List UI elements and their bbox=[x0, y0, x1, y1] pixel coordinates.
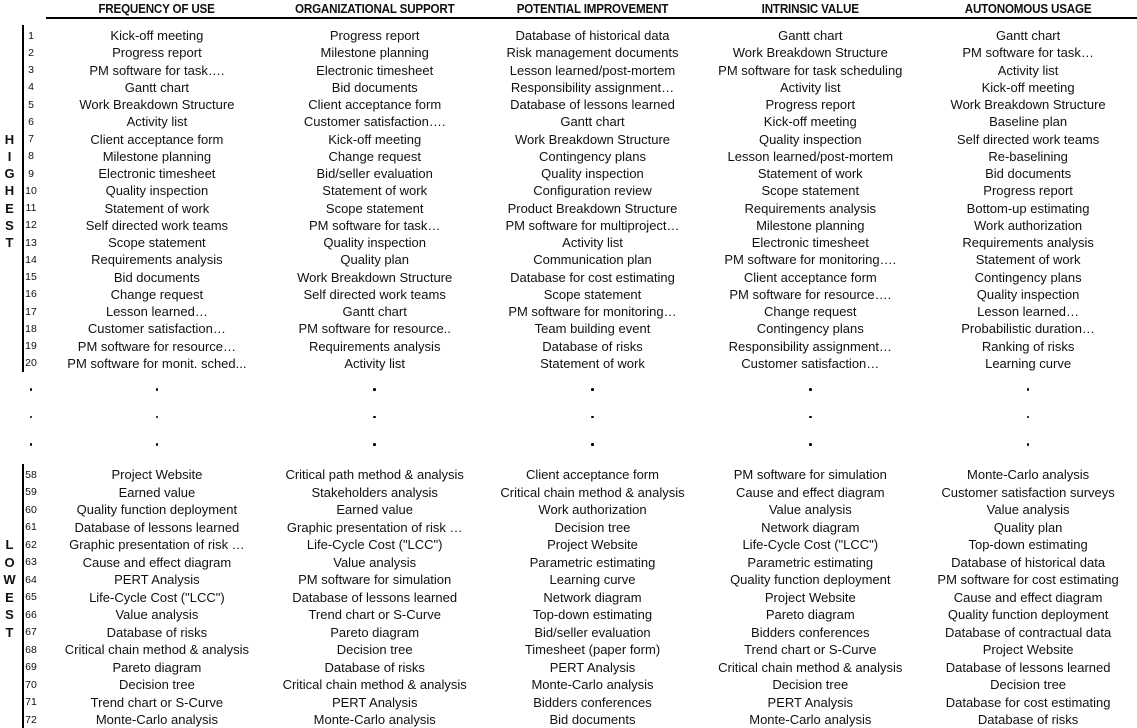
cell-potential-improvement: PM software for multiproject… bbox=[505, 217, 680, 233]
dot bbox=[373, 443, 376, 446]
dot bbox=[373, 388, 376, 391]
cell-autonomous-usage: Cause and effect diagram bbox=[953, 589, 1103, 605]
cell-potential-improvement: Database of risks bbox=[542, 338, 643, 354]
cell-potential-improvement: Risk management documents bbox=[506, 45, 679, 61]
table-row bbox=[0, 711, 1137, 728]
cell-autonomous-usage: Activity list bbox=[997, 62, 1059, 78]
cell-intrinsic-value: Activity list bbox=[779, 79, 841, 95]
cell-autonomous-usage: Learning curve bbox=[985, 355, 1072, 371]
rank-number: 10 bbox=[25, 184, 37, 197]
cell-frequency-of-use: Quality inspection bbox=[105, 183, 209, 199]
table-row bbox=[0, 466, 1137, 484]
rank-number: 59 bbox=[25, 486, 37, 499]
cell-frequency-of-use: Statement of work bbox=[104, 200, 210, 216]
cell-frequency-of-use: Milestone planning bbox=[102, 148, 212, 164]
table-row bbox=[0, 200, 1137, 217]
dot bbox=[591, 416, 594, 419]
cell-intrinsic-value: Responsibility assignment… bbox=[728, 338, 892, 354]
cell-potential-improvement: Bid documents bbox=[549, 712, 636, 728]
rank-number: 69 bbox=[25, 661, 37, 674]
cell-autonomous-usage: Gantt chart bbox=[995, 28, 1061, 44]
cell-organizational-support: Pareto diagram bbox=[330, 624, 420, 640]
rank-number: 4 bbox=[28, 81, 34, 94]
lowest-bracket-line bbox=[22, 464, 24, 728]
cell-autonomous-usage: Self directed work teams bbox=[956, 131, 1100, 147]
cell-organizational-support: Trend chart or S-Curve bbox=[308, 607, 441, 623]
highest-label-letter: T bbox=[5, 235, 14, 250]
cell-autonomous-usage: Project Website bbox=[982, 642, 1074, 658]
rank-number: 66 bbox=[25, 608, 37, 621]
cell-intrinsic-value: Critical chain method & analysis bbox=[718, 659, 903, 675]
dot bbox=[30, 443, 33, 446]
continuation-dots bbox=[484, 372, 702, 464]
cell-frequency-of-use: PM software for monit. sched... bbox=[67, 355, 247, 371]
cell-frequency-of-use: Customer satisfaction… bbox=[87, 321, 226, 337]
cell-intrinsic-value: Trend chart or S-Curve bbox=[744, 642, 877, 658]
rank-number: 63 bbox=[25, 556, 37, 569]
cell-potential-improvement: PERT Analysis bbox=[549, 659, 636, 675]
dot bbox=[156, 443, 159, 446]
cell-potential-improvement: Lesson learned/post-mortem bbox=[509, 62, 676, 78]
rank-number: 68 bbox=[25, 643, 37, 656]
cell-potential-improvement: Responsibility assignment… bbox=[510, 79, 675, 95]
rank-number: 7 bbox=[28, 133, 34, 146]
cell-intrinsic-value: Work Breakdown Structure bbox=[732, 45, 888, 61]
cell-autonomous-usage: Progress report bbox=[983, 183, 1073, 199]
cell-frequency-of-use: PM software for resource… bbox=[77, 338, 236, 354]
cell-intrinsic-value: PM software for resource…. bbox=[729, 286, 892, 302]
cell-potential-improvement: Team building event bbox=[534, 321, 651, 337]
cell-potential-improvement: Work Breakdown Structure bbox=[514, 131, 671, 147]
cell-autonomous-usage: Database of historical data bbox=[951, 554, 1106, 570]
rank-number: 11 bbox=[25, 202, 37, 215]
table-row bbox=[0, 641, 1137, 659]
dot bbox=[809, 416, 812, 419]
cell-potential-improvement: Network diagram bbox=[543, 589, 642, 605]
cell-intrinsic-value: Bidders conferences bbox=[751, 624, 870, 640]
cell-potential-improvement: Quality inspection bbox=[541, 166, 644, 182]
table-row bbox=[0, 501, 1137, 519]
rank-number: 3 bbox=[28, 64, 34, 77]
cell-organizational-support: Database of risks bbox=[324, 659, 425, 675]
cell-intrinsic-value: Parametric estimating bbox=[747, 554, 874, 570]
cell-potential-improvement: Timesheet (paper form) bbox=[524, 642, 661, 658]
cell-potential-improvement: Critical chain method & analysis bbox=[500, 484, 685, 500]
cell-organizational-support: Progress report bbox=[329, 28, 420, 44]
lowest-label-letter: O bbox=[4, 554, 15, 570]
cell-intrinsic-value: PM software for task scheduling bbox=[718, 62, 903, 78]
highest-label-letter: I bbox=[7, 148, 12, 164]
cell-potential-improvement: Database of historical data bbox=[515, 28, 670, 44]
cell-potential-improvement: Database of lessons learned bbox=[510, 97, 675, 113]
lowest-label-letter: E bbox=[5, 589, 14, 605]
table-row bbox=[0, 217, 1137, 234]
dot bbox=[591, 388, 594, 391]
cell-autonomous-usage: Work Breakdown Structure bbox=[950, 97, 1106, 113]
cell-intrinsic-value: Pareto diagram bbox=[765, 607, 855, 623]
cell-organizational-support: Self directed work teams bbox=[303, 286, 446, 302]
table-row bbox=[0, 269, 1137, 286]
cell-organizational-support: PM software for task… bbox=[308, 217, 441, 233]
table-row bbox=[0, 659, 1137, 677]
cell-organizational-support: Activity list bbox=[344, 355, 406, 371]
rank-number: 1 bbox=[28, 29, 34, 42]
cell-potential-improvement: Configuration review bbox=[533, 183, 652, 199]
column-header-label: AUTONOMOUS USAGE bbox=[964, 1, 1092, 16]
cell-intrinsic-value: PM software for monitoring…. bbox=[724, 252, 897, 268]
cell-autonomous-usage: Contingency plans bbox=[974, 269, 1082, 285]
table-row bbox=[0, 554, 1137, 572]
rank-number: 9 bbox=[28, 167, 34, 180]
cell-autonomous-usage: Statement of work bbox=[975, 252, 1081, 268]
cell-intrinsic-value: PERT Analysis bbox=[767, 694, 854, 710]
table-row bbox=[0, 571, 1137, 589]
cell-potential-improvement: Scope statement bbox=[543, 286, 642, 302]
column-header-label: FREQUENCY OF USE bbox=[98, 1, 216, 16]
cell-autonomous-usage: Probabilistic duration… bbox=[961, 321, 1095, 337]
cell-autonomous-usage: PM software for task… bbox=[962, 45, 1094, 61]
cell-intrinsic-value: Scope statement bbox=[761, 183, 860, 199]
cell-autonomous-usage: Kick-off meeting bbox=[981, 79, 1075, 95]
cell-potential-improvement: Database for cost estimating bbox=[510, 269, 675, 285]
cell-organizational-support: Stakeholders analysis bbox=[311, 484, 438, 500]
cell-intrinsic-value: Statement of work bbox=[757, 166, 863, 182]
cell-organizational-support: Life-Cycle Cost ("LCC") bbox=[306, 537, 443, 553]
cell-autonomous-usage: Ranking of risks bbox=[981, 338, 1075, 354]
column-header-label: INTRINSIC VALUE bbox=[761, 1, 859, 16]
cell-autonomous-usage: PM software for cost estimating bbox=[937, 572, 1119, 588]
table-row bbox=[0, 62, 1137, 79]
rank-number: 12 bbox=[25, 219, 37, 232]
cell-intrinsic-value: Cause and effect diagram bbox=[735, 484, 885, 500]
highest-label-letter: G bbox=[4, 166, 15, 181]
cell-organizational-support: Earned value bbox=[336, 502, 413, 518]
cell-intrinsic-value: Network diagram bbox=[761, 519, 860, 535]
cell-autonomous-usage: Quality inspection bbox=[976, 286, 1080, 302]
column-header-potential-improvement bbox=[484, 2, 702, 16]
table-row bbox=[0, 44, 1137, 61]
rank-number: 5 bbox=[28, 98, 34, 111]
dot bbox=[30, 416, 33, 419]
cell-frequency-of-use: Graphic presentation of risk … bbox=[69, 537, 245, 553]
cell-organizational-support: Bid documents bbox=[331, 79, 418, 95]
cell-organizational-support: Customer satisfaction…. bbox=[303, 114, 446, 130]
cell-frequency-of-use: Project Website bbox=[111, 467, 203, 483]
rank-number: 71 bbox=[25, 696, 37, 709]
table-row bbox=[0, 182, 1137, 199]
table-row bbox=[0, 303, 1137, 320]
cell-potential-improvement: Monte-Carlo analysis bbox=[531, 677, 654, 693]
cell-organizational-support: Gantt chart bbox=[342, 304, 407, 320]
table-row bbox=[0, 286, 1137, 303]
cell-organizational-support: Kick-off meeting bbox=[328, 131, 422, 147]
cell-frequency-of-use: Value analysis bbox=[115, 607, 199, 623]
cell-organizational-support: Client acceptance form bbox=[308, 97, 442, 113]
dot bbox=[809, 388, 812, 391]
cell-organizational-support: Decision tree bbox=[336, 642, 413, 658]
column-header-label: ORGANIZATIONAL SUPPORT bbox=[294, 1, 455, 16]
column-header-frequency-of-use bbox=[48, 2, 266, 16]
cell-organizational-support: Quality plan bbox=[340, 252, 410, 268]
table-row bbox=[0, 113, 1137, 130]
cell-intrinsic-value: Monte-Carlo analysis bbox=[749, 712, 872, 728]
table-row bbox=[0, 131, 1137, 148]
continuation-dots bbox=[919, 372, 1137, 464]
table-row bbox=[0, 519, 1137, 537]
cell-potential-improvement: Learning curve bbox=[549, 572, 636, 588]
cell-autonomous-usage: Monte-Carlo analysis bbox=[967, 467, 1090, 483]
highest-bracket-line bbox=[22, 25, 24, 372]
cell-frequency-of-use: Electronic timesheet bbox=[98, 166, 216, 182]
table-row bbox=[0, 251, 1137, 268]
cell-frequency-of-use: Bid documents bbox=[113, 269, 200, 285]
table-row bbox=[0, 606, 1137, 624]
table-row bbox=[0, 694, 1137, 712]
rank-number: 19 bbox=[25, 340, 37, 353]
cell-intrinsic-value: Requirements analysis bbox=[744, 200, 877, 216]
cell-potential-improvement: Decision tree bbox=[554, 519, 631, 535]
cell-organizational-support: Milestone planning bbox=[320, 45, 429, 61]
cell-potential-improvement: Bidders conferences bbox=[533, 694, 652, 710]
cell-intrinsic-value: Gantt chart bbox=[778, 28, 843, 44]
continuation-dots bbox=[48, 372, 266, 464]
dot bbox=[809, 443, 812, 446]
cell-autonomous-usage: Database for cost estimating bbox=[945, 694, 1111, 710]
cell-potential-improvement: Activity list bbox=[562, 235, 623, 251]
table-row bbox=[0, 165, 1137, 182]
cell-frequency-of-use: Monte-Carlo analysis bbox=[95, 712, 218, 728]
cell-intrinsic-value: Quality inspection bbox=[758, 131, 862, 147]
cell-frequency-of-use: PERT Analysis bbox=[114, 572, 200, 588]
highest-label-letter: H bbox=[4, 131, 15, 147]
rank-number: 67 bbox=[25, 626, 37, 639]
cell-autonomous-usage: Value analysis bbox=[986, 502, 1070, 518]
cell-frequency-of-use: Quality function deployment bbox=[76, 502, 238, 518]
cell-organizational-support: Database of lessons learned bbox=[292, 589, 458, 605]
rank-number: 17 bbox=[25, 305, 37, 318]
cell-organizational-support: Critical path method & analysis bbox=[285, 467, 464, 483]
rank-number: 8 bbox=[28, 150, 34, 163]
cell-autonomous-usage: Baseline plan bbox=[989, 114, 1068, 130]
column-header-label: POTENTIAL IMPROVEMENT bbox=[516, 1, 669, 16]
table-row bbox=[0, 27, 1137, 44]
cell-frequency-of-use: Change request bbox=[110, 286, 204, 302]
cell-potential-improvement: Contingency plans bbox=[539, 148, 646, 164]
column-header-organizational-support bbox=[266, 2, 484, 16]
cell-frequency-of-use: Cause and effect diagram bbox=[82, 554, 232, 570]
dot bbox=[156, 388, 159, 391]
table-row bbox=[0, 624, 1137, 642]
cell-organizational-support: Work Breakdown Structure bbox=[297, 269, 453, 285]
cell-frequency-of-use: Self directed work teams bbox=[85, 217, 229, 233]
dot bbox=[30, 388, 33, 391]
cell-frequency-of-use: Gantt chart bbox=[124, 79, 190, 95]
cell-autonomous-usage: Bottom-up estimating bbox=[966, 200, 1090, 216]
table-row bbox=[0, 536, 1137, 554]
cell-frequency-of-use: Trend chart or S-Curve bbox=[90, 694, 224, 710]
cell-autonomous-usage: Quality plan bbox=[993, 519, 1063, 535]
cell-frequency-of-use: PM software for task…. bbox=[89, 62, 225, 78]
cell-autonomous-usage: Top-down estimating bbox=[968, 537, 1088, 553]
cell-autonomous-usage: Decision tree bbox=[990, 677, 1067, 693]
cell-potential-improvement: Client acceptance form bbox=[526, 467, 659, 483]
lowest-label-letter: W bbox=[3, 572, 16, 587]
cell-intrinsic-value: Decision tree bbox=[772, 677, 849, 693]
cell-frequency-of-use: Progress report bbox=[112, 45, 202, 61]
cell-autonomous-usage: Requirements analysis bbox=[962, 235, 1094, 251]
rank-number: 18 bbox=[25, 322, 37, 335]
rank-number: 58 bbox=[25, 468, 37, 481]
table-row bbox=[0, 338, 1137, 355]
rank-number: 64 bbox=[25, 573, 37, 586]
rank-number: 60 bbox=[25, 503, 37, 516]
rank-number: 6 bbox=[28, 115, 34, 128]
table-header bbox=[0, 0, 1137, 17]
cell-intrinsic-value: Value analysis bbox=[768, 502, 852, 518]
cell-frequency-of-use: Lesson learned… bbox=[105, 304, 208, 320]
cell-frequency-of-use: Decision tree bbox=[118, 677, 195, 693]
cell-autonomous-usage: Customer satisfaction surveys bbox=[941, 484, 1115, 500]
rank-number: 62 bbox=[25, 538, 37, 551]
table-row bbox=[0, 484, 1137, 502]
rank-number: 15 bbox=[25, 271, 37, 284]
cell-frequency-of-use: Kick-off meeting bbox=[110, 28, 204, 44]
cell-potential-improvement: Communication plan bbox=[533, 252, 652, 268]
cell-potential-improvement: Parametric estimating bbox=[529, 554, 656, 570]
rank-number: 72 bbox=[25, 713, 37, 726]
cell-potential-improvement: Work authorization bbox=[538, 502, 647, 518]
cell-intrinsic-value: Lesson learned/post-mortem bbox=[727, 148, 894, 164]
rank-number: 70 bbox=[25, 678, 37, 691]
dot bbox=[156, 416, 159, 419]
cell-organizational-support: Scope statement bbox=[325, 200, 424, 216]
table-row bbox=[0, 234, 1137, 251]
cell-intrinsic-value: Milestone planning bbox=[756, 217, 865, 233]
lowest-ranked-section bbox=[0, 464, 1137, 728]
cell-frequency-of-use: Database of risks bbox=[106, 624, 208, 640]
cell-organizational-support: PERT Analysis bbox=[331, 694, 418, 710]
cell-organizational-support: Requirements analysis bbox=[308, 338, 441, 354]
cell-frequency-of-use: Database of lessons learned bbox=[74, 519, 240, 535]
table-row bbox=[0, 676, 1137, 694]
cell-organizational-support: Statement of work bbox=[322, 183, 428, 199]
cell-intrinsic-value: PM software for simulation bbox=[733, 467, 887, 483]
cell-autonomous-usage: Bid documents bbox=[985, 166, 1072, 182]
cell-potential-improvement: Top-down estimating bbox=[532, 607, 653, 623]
cell-frequency-of-use: Pareto diagram bbox=[112, 659, 202, 675]
table-row bbox=[0, 148, 1137, 165]
cell-frequency-of-use: Scope statement bbox=[108, 235, 206, 251]
dot bbox=[1027, 416, 1030, 419]
cell-autonomous-usage: Database of lessons learned bbox=[945, 659, 1111, 675]
rank-number: 61 bbox=[25, 521, 37, 534]
cell-frequency-of-use: Earned value bbox=[118, 484, 196, 500]
column-header-autonomous-usage bbox=[919, 2, 1137, 16]
cell-potential-improvement: Statement of work bbox=[540, 355, 645, 371]
table-row bbox=[0, 79, 1137, 96]
cell-intrinsic-value: Customer satisfaction… bbox=[741, 355, 880, 371]
table-row bbox=[0, 589, 1137, 607]
rank-number: 20 bbox=[25, 357, 37, 370]
cell-potential-improvement: Bid/seller evaluation bbox=[534, 624, 651, 640]
continuation-dots-section bbox=[0, 372, 1137, 464]
column-header-intrinsic-value bbox=[701, 2, 919, 16]
dot bbox=[1027, 388, 1030, 391]
lowest-label-letter: L bbox=[5, 537, 14, 552]
cell-organizational-support: Quality inspection bbox=[323, 235, 426, 251]
rank-number: 2 bbox=[28, 46, 34, 59]
cell-frequency-of-use: Life-Cycle Cost ("LCC") bbox=[89, 589, 225, 605]
continuation-dots bbox=[266, 372, 484, 464]
table-row bbox=[0, 96, 1137, 113]
cell-frequency-of-use: Critical chain method & analysis bbox=[64, 642, 250, 658]
cell-autonomous-usage: Lesson learned… bbox=[977, 304, 1080, 320]
cell-organizational-support: Bid/seller evaluation bbox=[316, 166, 433, 182]
rank-number: 14 bbox=[25, 253, 37, 266]
rank-number: 65 bbox=[25, 591, 37, 604]
cell-organizational-support: Graphic presentation of risk … bbox=[286, 519, 463, 535]
cell-potential-improvement: Product Breakdown Structure bbox=[507, 200, 678, 216]
highest-label-letter: S bbox=[5, 217, 14, 233]
cell-potential-improvement: Gantt chart bbox=[560, 114, 625, 130]
cell-frequency-of-use: Requirements analysis bbox=[91, 252, 223, 268]
dot bbox=[373, 416, 376, 419]
cell-intrinsic-value: Life-Cycle Cost ("LCC") bbox=[742, 537, 879, 553]
lowest-label-letter: T bbox=[5, 624, 14, 640]
cell-intrinsic-value: Progress report bbox=[765, 97, 856, 113]
dot bbox=[1027, 443, 1030, 446]
highest-label-letter: E bbox=[5, 200, 14, 216]
cell-organizational-support: Electronic timesheet bbox=[316, 62, 434, 78]
rank-number: 13 bbox=[25, 236, 37, 249]
continuation-dots bbox=[701, 372, 919, 464]
cell-autonomous-usage: Quality function deployment bbox=[947, 607, 1109, 623]
cell-potential-improvement: Project Website bbox=[547, 537, 638, 553]
rank-number: 16 bbox=[25, 288, 37, 301]
lowest-label-letter: S bbox=[5, 607, 14, 622]
table-row bbox=[0, 355, 1137, 372]
cell-frequency-of-use: Work Breakdown Structure bbox=[79, 97, 235, 113]
cell-intrinsic-value: Project Website bbox=[764, 589, 856, 605]
cell-intrinsic-value: Quality function deployment bbox=[730, 572, 891, 588]
cell-frequency-of-use: Activity list bbox=[126, 114, 188, 130]
cell-organizational-support: Value analysis bbox=[333, 554, 417, 570]
cell-autonomous-usage: Database of risks bbox=[977, 712, 1079, 728]
cell-frequency-of-use: Client acceptance form bbox=[90, 131, 224, 147]
cell-intrinsic-value: Client acceptance form bbox=[743, 269, 877, 285]
dot bbox=[591, 443, 594, 446]
cell-organizational-support: PM software for simulation bbox=[298, 572, 452, 588]
cell-potential-improvement: PM software for monitoring… bbox=[508, 304, 677, 320]
cell-intrinsic-value: Contingency plans bbox=[756, 321, 864, 337]
highest-label-letter: H bbox=[4, 183, 15, 199]
cell-organizational-support: PM software for resource.. bbox=[298, 321, 451, 337]
continuation-dots bbox=[0, 372, 48, 464]
highest-ranked-section bbox=[0, 19, 1137, 372]
cell-autonomous-usage: Re-baselining bbox=[988, 148, 1068, 164]
cell-organizational-support: Critical chain method & analysis bbox=[282, 677, 467, 693]
cell-intrinsic-value: Change request bbox=[764, 304, 857, 320]
cell-organizational-support: Change request bbox=[328, 148, 421, 164]
cell-intrinsic-value: Electronic timesheet bbox=[751, 235, 869, 251]
cell-intrinsic-value: Kick-off meeting bbox=[763, 114, 857, 130]
cell-organizational-support: Monte-Carlo analysis bbox=[313, 712, 436, 728]
cell-autonomous-usage: Work authorization bbox=[974, 217, 1083, 233]
cell-autonomous-usage: Database of contractual data bbox=[944, 624, 1112, 640]
table-row bbox=[0, 320, 1137, 337]
